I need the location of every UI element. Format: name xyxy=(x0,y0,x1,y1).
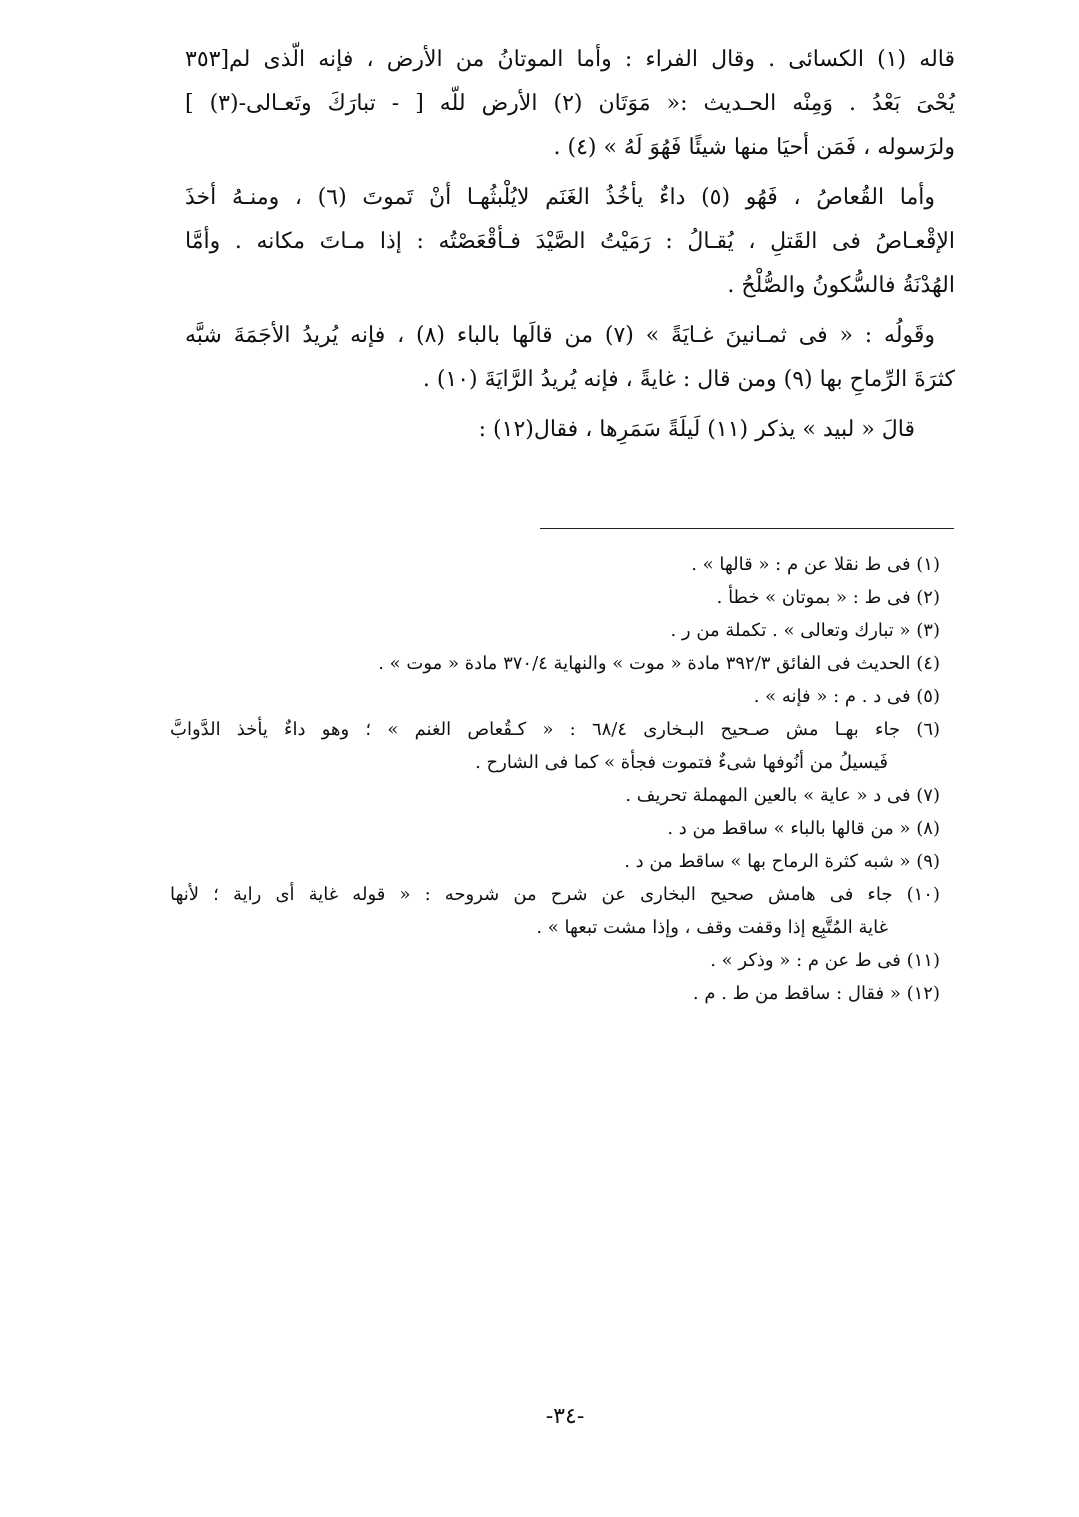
footnote: (٤) الحديث فى الفائق ٣٩٢/٣ مادة « موت » والنهاية ٣٧٠/٤ مادة « موت » . xyxy=(378,653,940,674)
text-line: الإقْعـاصُ فى القَتلِ ، يُقـالُ : رَمَيْتُ الصَّيْدَ فـأقْعَصْتُه : إذا مـاتَ مكانه . وأمَّا xyxy=(185,229,955,254)
footnote: (٧) فى د « عاية » بالعين المهملة تحريف . xyxy=(625,785,940,806)
text-line: قالَ « لبيد » يذكر (١١) لَيلَةً سَمَرِها ، فقال(١٢) : xyxy=(478,417,915,442)
page-number: -٣٤- xyxy=(545,1404,585,1429)
footnote: (٦) جاء بهـا مش صـحيح البـخارى ٦٨/٤ : « كـقُعاص الغنم » ؛ وهو داءٌ يأخذ الدَّوابَّ xyxy=(170,719,941,740)
footnote: (٣) « تبارك وتعالى » . تكملة من ر . xyxy=(670,620,940,641)
footnotes xyxy=(170,548,940,1010)
text-line: كثرَةَ الرِّماحِ بها (٩) ومن قال : غايةً ، فإنه يُريدُ الرَّايَةَ (١٠) . xyxy=(422,367,955,392)
footnote: (٥) فى د . م : « فإنه » . xyxy=(753,686,940,707)
text-line: وقَولُه : « فى ثمـانينَ غـايَةً » (٧) من قالَها بالباء (٨) ، فإنه يُريدُ الأجَمَةَ شبَّه xyxy=(185,323,936,348)
text-line: قاله (١) الكسائى . وقال الفراء : وأما الموتانُ من الأرض ، فإنه الّذى لم[٣٥٣ xyxy=(185,47,955,72)
footnote: (٢) فى ط : « بموتان » خطأ . xyxy=(716,587,940,608)
footnote: (١١) فى ط عن م : « وذكر » . xyxy=(710,950,940,971)
footnote: (١) فى ط نقلا عن م : « قالها » . xyxy=(691,554,940,575)
text-line: الهُدْنَةُ فالسُّكونُ والصُّلْحُ . xyxy=(727,273,955,298)
footnote-divider xyxy=(540,528,954,529)
text-line: ولرَسوله ، فَمَن أحيَا منها شيئًا فَهُوَ لَهُ » (٤) . xyxy=(553,135,955,160)
main-text xyxy=(185,38,955,452)
footnote: (٩) « شبه كثرة الرماح بها » ساقط من د . xyxy=(624,851,940,872)
text-line: يُحْىَ بَعْدُ . وَمِنْه الحـديث :« مَوَتَان (٢) الأرض للّه [ - تبارَكَ وتَعـالى-(٣) ] xyxy=(185,91,955,116)
footnote: (١٠) جاء فى هامش صحيح البخارى عن شرح من شروحه : « قوله غاية أى راية ؛ لأنها xyxy=(170,884,940,905)
footnote: (٨) « من قالها بالباء » ساقط من د . xyxy=(667,818,940,839)
footnote: (١٢) « فقال : ساقط من ط . م . xyxy=(692,983,940,1004)
text-line: وأما القُعاصُ ، فَهُو (٥) داءٌ يأخُذُ الغَنَم لايُلْبثُهـا أنْ تَموتَ (٦) ، ومنـهُ أخذَ xyxy=(185,185,936,210)
footnote-continuation: غاية المُتَّبِع إذا وقفت وقف ، وإذا مشت تبعها » . xyxy=(536,917,888,938)
footnote-continuation: فَيسيلُ من أنُوفها شىءٌ فتموت فجأة » كما فى الشارح . xyxy=(475,752,888,773)
